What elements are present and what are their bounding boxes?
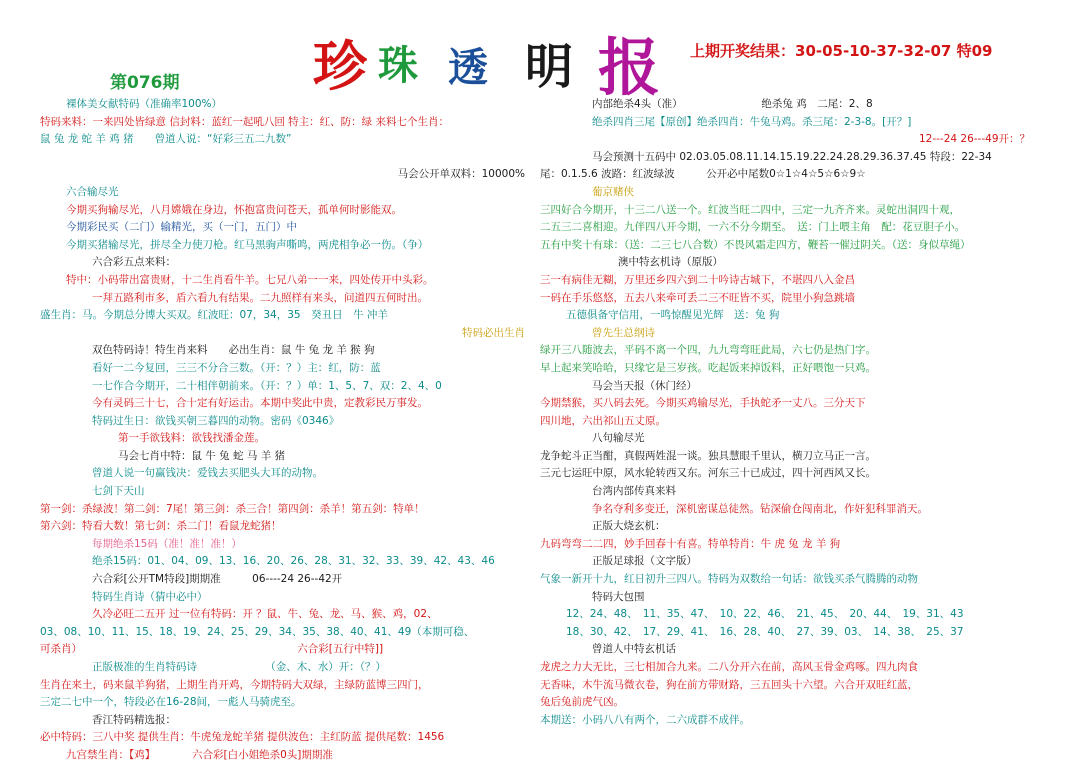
left-line: 可杀肖） 六合彩[五行中特]] — [40, 643, 384, 656]
left-line: 第一手欲钱料：欲钱找潘金莲。 — [118, 432, 265, 445]
right-line: 三一有病佳无糊，万里还乡四六到二十吟诗古城下，不堪四八入金昌 — [540, 273, 855, 286]
right-line: 三四好合今期开，十三二八送一个。红波当旺二四中，三定一九齐齐来。灵蛇出洞四十观， — [540, 203, 960, 216]
left-line: 三定二七中一个，特段必在16-28间，一彪人马骑虎至。 — [40, 696, 302, 709]
right-line: 绝杀四肖三尾【原创】绝杀四肖：牛兔马鸡。杀三尾：2-3-8。[开？] — [592, 115, 912, 128]
left-line: 六合彩五点来料： — [92, 256, 176, 269]
left-line: 盛生肖：马。今期总分博大买双。红波旺：07，34，35 癸丑日 牛 冲羊 — [40, 309, 388, 322]
left-line: 特码来料：一来四处皆绿意 信封料：蓝红一起吼八回 特主：红、防：绿 来料七个生肖： — [40, 115, 450, 128]
left-line: 正版极准的生肖特码诗 （金、木、水）开：（？） — [92, 661, 386, 673]
left-line: 今期买猪输尽光，拼尽全力使刀枪。红马黑驹声嘶鸣，两虎相争必一伤。（争） — [66, 238, 429, 251]
left-line: 一拜五路利市多，盾六看九有结果。二九照样有来头，问道四五何时出。 — [92, 291, 428, 304]
left-column — [40, 96, 535, 765]
left-line: 一七作合今期开，二十相伴朝前来。（开：？）单：1、5、7、双：2、4、0 — [92, 379, 442, 392]
right-line: 正版大烧玄机： — [592, 520, 666, 533]
right-line: 正版足球报（文字版） — [592, 555, 697, 568]
right-line: 12---24 26---49开：？ — [918, 133, 1030, 146]
right-line: 五有中奖十有球：（送：二三七八合数）不畏风霜走四方，鞭苔一催过阴关。（送：身似草绳） — [540, 238, 971, 251]
left-line: 今期买狗输尽光，八月嫦娥在身边，怀抱富贵问苍天，孤单何时影能双。 — [66, 203, 402, 216]
left-line: 看好一二今复回，三三不分合三数。（开：？）主：红，防：蓝 — [92, 361, 381, 374]
right-line: 一码在手乐悠悠，五去八来牵可丢二三不旺皆不买，院里小狗急跳墙 — [540, 291, 855, 304]
title-char-4: 明 — [525, 39, 574, 95]
issue-number: 第076期 — [110, 73, 180, 93]
right-line: 四川地，六出祁山五丈原。 — [540, 414, 666, 427]
left-line: 香江特码精选报： — [92, 713, 176, 726]
left-line: 鼠 兔 龙 蛇 羊 鸡 猪 曾道人说：“好彩三五二九数” — [40, 133, 292, 146]
left-line: 第一剑：杀绿波！第二剑：7尾！第三剑：杀三合！第四剑：杀羊！第五剑：特单！ — [40, 502, 425, 515]
title-char-3: 透 — [448, 44, 488, 91]
left-line: 特码必出生肖 — [462, 326, 525, 339]
left-line: 特码过生日：欲钱买朝三暮四的动物。密码《0346》 — [92, 414, 340, 427]
left-line: 特中：小码带出富贵财，十二生肖看牛羊。七兄八弟一一来，四处传开中头彩。 — [66, 273, 434, 286]
right-line: 特码大包围 — [592, 590, 645, 603]
right-line: 争名夺利多变迁，深机密谋总徒然。钻深偷仓闯南北，作奸犯科罪消天。 — [592, 502, 928, 515]
right-line: 三元七运旺中原，风水轮转西又东。河东三十已成过，四十河西风又长。 — [540, 467, 876, 480]
right-line: 18、30、42、 17、29、41、 16、28、40、 27、39、03、 14、38、 25、37 — [566, 625, 964, 638]
right-line: 本期送：小码八八有两个，二六成群不成伴。 — [540, 713, 750, 726]
title-char-5: 报 — [598, 31, 661, 104]
right-line: 尾：0.1.5.6 波路：红波绿波 公开必中尾数0☆1☆4☆5☆6☆9☆ — [540, 168, 866, 181]
right-line: 12、24、48、 11、35、47、 10、22、46、 21、45、 20、44、 19、31、43 — [566, 608, 964, 621]
left-line: 六合彩[公开TM特段]期期准 06----24 26--42开 — [92, 573, 343, 586]
left-line: 裸体美女献特码（准确率100%） — [66, 98, 223, 110]
right-line: 今期禁猴，买八码去死。今期买鸡输尽光，手执蛇矛一丈八。三分天下 — [540, 397, 866, 410]
left-line: 久冷必旺二五开 过一位有特码：开 ？鼠、牛、兔、龙、马、猴、鸡，02、 — [92, 608, 438, 621]
left-line: 七剑下天山 — [92, 485, 145, 498]
title-char-1: 珍 — [313, 34, 367, 98]
left-line: 马会公开单双料：10000% — [397, 168, 525, 181]
right-line: 澳中特玄机诗（原版） — [618, 256, 723, 269]
left-line: 03、08、10、11、15、18、19、24、25、29、34、35、38、40、41、49（本期可稳、 — [40, 625, 475, 638]
right-line: 龙争蛇斗正当酣，真假两姓混一谈。独具慧眼千里认，横刀立马正一言。 — [540, 449, 876, 462]
left-line: 双色特码诗！特生肖来料 必出生肖：鼠 牛 兔 龙 羊 猴 狗 — [92, 344, 375, 357]
left-line: 九宫禁生肖：【鸡】 六合彩[白小姐绝杀0头]期期准 — [66, 748, 333, 761]
right-line: 内部绝杀4头（准） 绝杀兔 鸡 二尾：2、8 — [592, 98, 873, 110]
left-line: 今期彩民买（二门）输精光，买（一门，五门）中 — [66, 221, 297, 234]
right-column — [540, 96, 1040, 729]
right-line: 无香味，木牛流马微衣卷，狗在前方带财路，三五回头十六望。六合开双旺红蓝， — [540, 678, 918, 691]
right-line: 绿开三八随波去，平码不离一个四，九九弯弯旺此局，六七仍是热门字。 — [540, 344, 876, 357]
left-line: 绝杀15码：01、04、09、13、16、20、26、28、31、32、33、39、42、43、46 — [92, 555, 495, 568]
right-line: 八句输尽光 — [592, 432, 645, 445]
left-line: 必中特码：三八中奖 提供生肖：牛虎兔龙蛇羊猪 提供波色：主红防蓝 提供尾数：1456 — [40, 731, 445, 744]
right-line: 曾先生总纲诗 — [592, 326, 655, 339]
right-line: 曾道人中特玄机话 — [592, 643, 676, 656]
right-line: 葡京赌侠 — [592, 185, 634, 198]
left-line: 每期绝杀15码（准！准！准！） — [92, 537, 242, 550]
left-line: 今有灵码三十七，合十定有好运击。本期中奖此中贵，定教彩民万事发。 — [92, 397, 428, 410]
right-line: 气象一新开十九，红日初升三四八。特码为双数给一句话：欲钱买杀气腾腾的动物 — [540, 573, 918, 586]
left-line: 马会七肖中特：鼠 牛 兔 蛇 马 羊 猪 — [118, 449, 286, 462]
left-line: 曾道人说一句赢钱决：爱钱去买肥头大耳的动物。 — [92, 467, 323, 480]
right-line: 二五三二喜相迎。九伴四八开今期，一六不分今期至。 送：门上喂主角 配：花豆胆子小。 — [540, 221, 966, 234]
right-line: 龙虎之力大无比，三七相加合九来。二八分开六在前，高风玉骨金鸡啄。四九肉食 — [540, 661, 918, 673]
right-line: 马会当天报（休门经） — [592, 379, 697, 392]
right-line: 早上起来笑哈哈，只缘它是三岁孩。吃起饭来掉饭料，正好喂饱一只鸡。 — [540, 361, 876, 374]
right-line: 五德俱备守信用，一鸣惊醒见光辉 送：兔 狗 — [566, 309, 780, 322]
left-line: 第六剑：特看大数！第七剑：杀二门！看鼠龙蛇猪！ — [40, 520, 282, 533]
title-char-2: 珠 — [378, 42, 418, 89]
left-line — [40, 149, 535, 167]
right-line: 马会预测十五码中 02.03.05.08.11.14.15.19.22.24.28.29.36.37.45 特段：22-34 — [592, 150, 992, 163]
left-line: 特码生肖诗（猜中必中） — [92, 590, 208, 603]
last-draw-result: 上期开奖结果：30-05-10-37-32-07 特09 — [690, 42, 993, 60]
right-line: 台湾内部传真来料 — [592, 485, 676, 498]
left-line: 生肖在来土，码来鼠羊狗猪，上期生肖开鸡，今期特码大双绿，主绿防蓝博三四门， — [40, 678, 429, 691]
right-line: 九码弯弯二二四，妙手回春十有喜。特单特肖：牛 虎 兔 龙 羊 狗 — [540, 537, 841, 550]
right-line: 兔后兔前虎气凶。 — [540, 696, 624, 709]
left-line: 六合输尽光 — [66, 185, 119, 198]
